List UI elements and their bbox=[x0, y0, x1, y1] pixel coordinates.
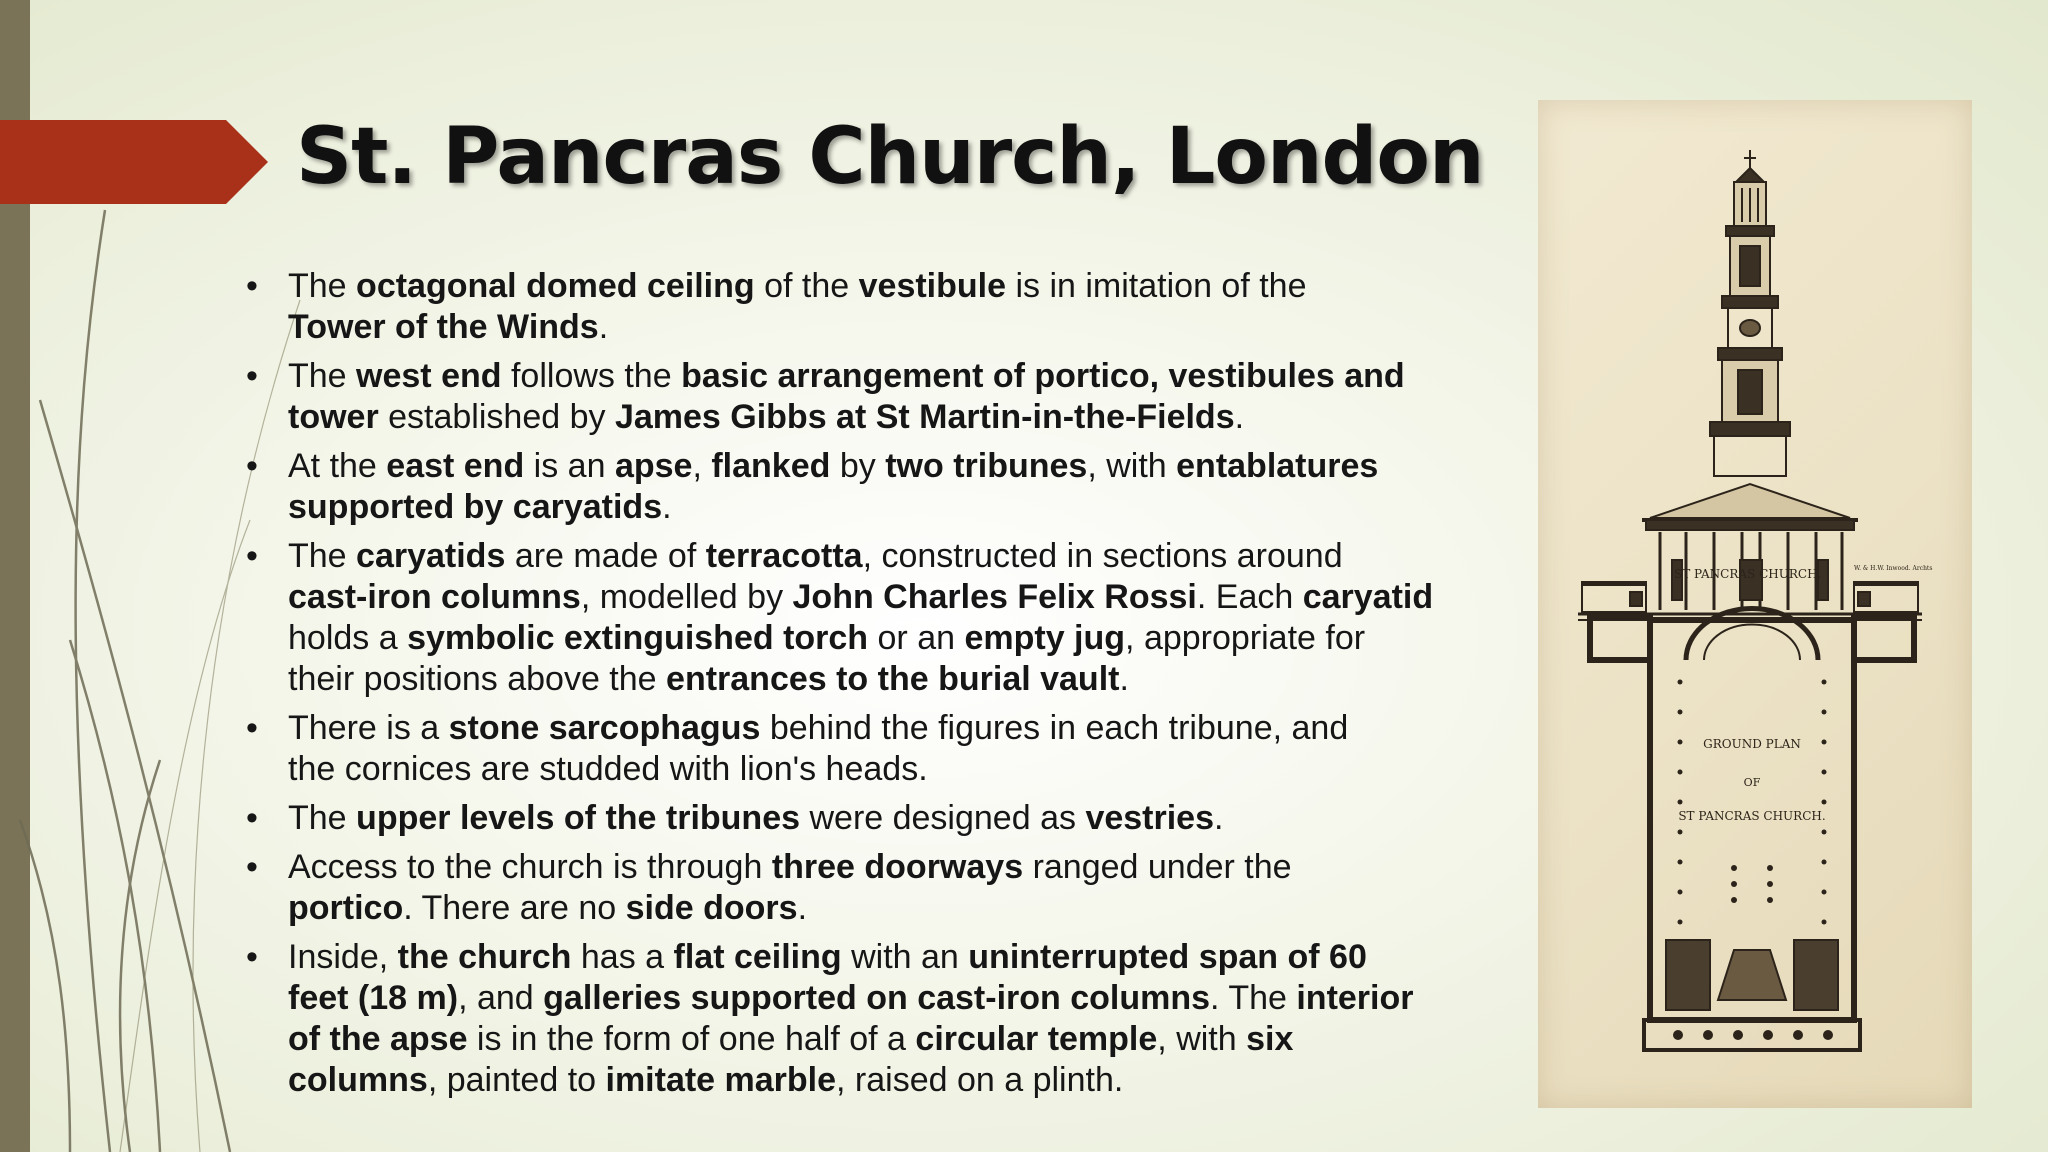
bullet-marker: • bbox=[246, 799, 258, 837]
bullet-marker: • bbox=[246, 848, 258, 886]
bold-text-run: symbolic extinguished torch bbox=[407, 619, 869, 657]
bold-text-run: Tower of the Winds bbox=[288, 308, 599, 346]
bold-text-run: imitate marble bbox=[605, 1061, 837, 1099]
text-run: are made of bbox=[505, 537, 706, 575]
text-run: . bbox=[662, 488, 672, 526]
text-run: of the bbox=[754, 267, 859, 305]
bullet-item bbox=[240, 536, 1480, 700]
bold-text-run: two tribunes bbox=[885, 447, 1088, 485]
text-run: At the bbox=[288, 447, 387, 485]
text-run: There is a bbox=[288, 709, 449, 747]
bold-text-run: supported by caryatids bbox=[288, 488, 663, 526]
bold-text-run: John Charles Felix Rossi bbox=[792, 578, 1197, 616]
bold-text-run: three doorways bbox=[771, 848, 1024, 886]
text-run: . bbox=[1213, 799, 1224, 837]
text-run: , with bbox=[1087, 447, 1177, 485]
bold-text-run: portico bbox=[288, 889, 404, 927]
text-run: The bbox=[288, 537, 357, 575]
bold-text-run: interior bbox=[1296, 979, 1414, 1017]
bold-text-run: vestibule bbox=[858, 267, 1007, 305]
text-run: . bbox=[1119, 660, 1129, 698]
bullet-item bbox=[240, 708, 1480, 790]
bold-text-run: east end bbox=[386, 447, 525, 485]
bold-text-run: uninterrupted span of 60 bbox=[968, 938, 1367, 976]
text-run: is in the form of one half of a bbox=[467, 1020, 916, 1058]
arrow-shape bbox=[0, 120, 268, 204]
bullet-list bbox=[240, 266, 1480, 1109]
bold-text-run: vestries bbox=[1085, 799, 1214, 837]
bold-text-run: of the apse bbox=[288, 1020, 468, 1058]
text-run: is in imitation of the bbox=[1006, 267, 1307, 305]
text-run: follows the bbox=[501, 357, 682, 395]
slide-title: St. Pancras Church, London bbox=[296, 112, 1484, 202]
text-run: Access to the church is through bbox=[288, 848, 772, 886]
bold-text-run: circular temple bbox=[915, 1020, 1158, 1058]
bold-text-run: cast-iron columns bbox=[288, 578, 581, 616]
bullet-marker: • bbox=[246, 357, 258, 395]
text-run: were designed as bbox=[800, 799, 1086, 837]
bold-text-run: upper levels of the tribunes bbox=[356, 799, 801, 837]
text-run: the cornices are studded with lion's heads. bbox=[288, 750, 928, 788]
bold-text-run: caryatids bbox=[356, 537, 506, 575]
bullet-marker: • bbox=[246, 709, 258, 747]
text-run: The bbox=[288, 357, 357, 395]
text-run: . bbox=[1234, 398, 1245, 436]
bold-text-run: side doors bbox=[625, 889, 798, 927]
text-run: , painted to bbox=[427, 1061, 606, 1099]
title-arrow-accent bbox=[0, 120, 270, 204]
bold-text-run: terracotta bbox=[705, 537, 863, 575]
bold-text-run: caryatid bbox=[1302, 578, 1434, 616]
bullet-marker: • bbox=[246, 447, 258, 485]
text-run: holds a bbox=[288, 619, 408, 657]
bullet-marker: • bbox=[246, 267, 258, 305]
text-run: . There are no bbox=[403, 889, 626, 927]
text-run: by bbox=[830, 447, 886, 485]
elevation-caption: ST PANCRAS CHURCH. bbox=[1674, 567, 1822, 581]
text-run: their positions above the bbox=[288, 660, 667, 698]
bullet-item bbox=[240, 847, 1480, 929]
text-run: , bbox=[692, 447, 712, 485]
plan-caption-line2: OF bbox=[1743, 776, 1761, 789]
bullet-item bbox=[240, 356, 1480, 438]
bold-text-run: basic arrangement of portico, vestibules and bbox=[681, 357, 1405, 395]
plan-caption-line1: GROUND PLAN bbox=[1703, 737, 1801, 751]
bold-text-run: entrances to the burial vault bbox=[666, 660, 1120, 698]
text-run: or an bbox=[868, 619, 965, 657]
engraving-drawing bbox=[1538, 100, 1972, 1108]
text-run: The bbox=[288, 799, 357, 837]
bold-text-run: the church bbox=[397, 938, 572, 976]
text-run: ranged under the bbox=[1023, 848, 1292, 886]
text-run: . The bbox=[1210, 979, 1297, 1017]
bold-text-run: apse bbox=[614, 447, 693, 485]
text-run: The bbox=[288, 267, 357, 305]
bullet-marker: • bbox=[246, 537, 258, 575]
bold-text-run: west end bbox=[356, 357, 502, 395]
bold-text-run: James Gibbs at St Martin-in-the-Fields bbox=[614, 398, 1235, 436]
text-run: with an bbox=[841, 938, 969, 976]
text-run: . bbox=[598, 308, 609, 346]
text-run: is an bbox=[524, 447, 615, 485]
bold-text-run: tower bbox=[288, 398, 379, 436]
bold-text-run: flat ceiling bbox=[673, 938, 842, 976]
engraver-credit: W. & H.W. Inwood. Archts bbox=[1854, 565, 1933, 572]
text-run: , and bbox=[458, 979, 544, 1017]
bullet-item bbox=[240, 446, 1480, 528]
text-run: Inside, bbox=[288, 938, 398, 976]
bullet-marker: • bbox=[246, 938, 258, 976]
text-run: has a bbox=[571, 938, 674, 976]
bullet-item bbox=[240, 937, 1480, 1101]
text-run: established by bbox=[378, 398, 615, 436]
bold-text-run: empty jug bbox=[964, 619, 1126, 657]
text-run: , modelled by bbox=[580, 578, 793, 616]
church-engraving bbox=[1538, 100, 1972, 1108]
text-run: , with bbox=[1157, 1020, 1247, 1058]
bold-text-run: six bbox=[1246, 1020, 1294, 1058]
bold-text-run: stone sarcophagus bbox=[448, 709, 761, 747]
plan-caption-line3: ST PANCRAS CHURCH. bbox=[1678, 809, 1826, 823]
bold-text-run: feet (18 m) bbox=[288, 979, 459, 1017]
text-run: , appropriate for bbox=[1125, 619, 1366, 657]
text-run: , raised on a plinth. bbox=[836, 1061, 1124, 1099]
bold-text-run: columns bbox=[288, 1061, 428, 1099]
text-run: . Each bbox=[1196, 578, 1303, 616]
bold-text-run: entablatures bbox=[1176, 447, 1379, 485]
bullet-item bbox=[240, 798, 1480, 839]
text-run: behind the figures in each tribune, and bbox=[760, 709, 1349, 747]
text-run: , constructed in sections around bbox=[862, 537, 1343, 575]
bold-text-run: flanked bbox=[711, 447, 831, 485]
bold-text-run: galleries supported on cast-iron columns bbox=[543, 979, 1211, 1017]
text-run: . bbox=[797, 889, 808, 927]
bold-text-run: octagonal domed ceiling bbox=[356, 267, 755, 305]
bullet-item bbox=[240, 266, 1480, 348]
